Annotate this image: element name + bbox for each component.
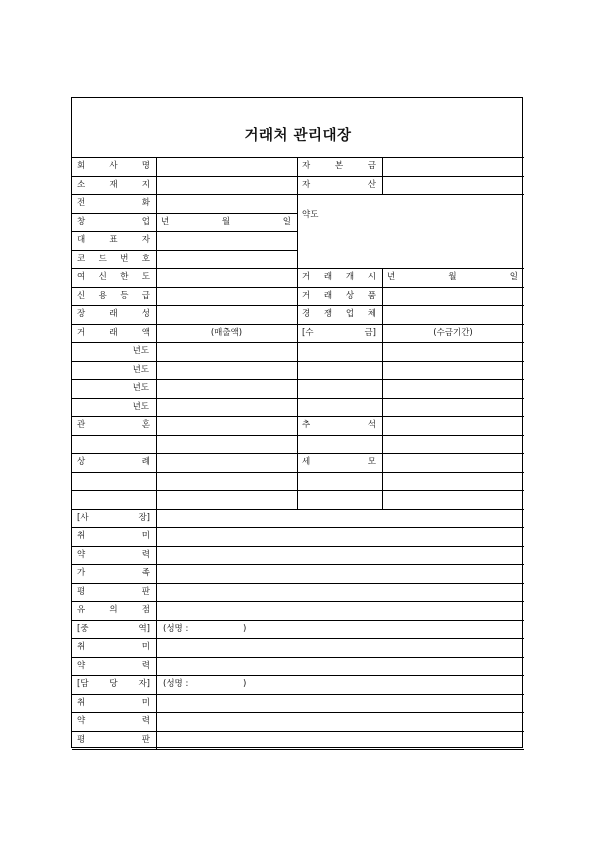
label-3: 창 업 <box>77 216 150 227</box>
year-collect-1[interactable] <box>382 361 524 379</box>
founded-date: 년 월 일 <box>161 216 291 227</box>
year-sales-0[interactable] <box>156 342 297 361</box>
column-divider <box>297 157 298 509</box>
gwan-label: 관 혼 <box>77 420 150 431</box>
row-divider <box>72 472 524 473</box>
field-2[interactable] <box>156 194 297 213</box>
label-6: 여 신 한 도 <box>77 272 150 283</box>
ceo-field-2[interactable] <box>156 564 524 583</box>
ceo-field-3[interactable] <box>156 583 524 601</box>
collection-period: (수금기간) <box>433 327 473 338</box>
exec-name-close: ) <box>243 623 247 634</box>
year-sales-1[interactable] <box>156 361 297 379</box>
ceo-field-4[interactable] <box>156 601 524 620</box>
ceo-row-2: 가 족 <box>77 568 150 579</box>
field-7[interactable] <box>156 287 297 305</box>
label-9: 거 래 액 <box>77 327 150 338</box>
field-0[interactable] <box>156 157 297 176</box>
label-0: 회 사 명 <box>77 161 150 172</box>
start-date: 년 월 일 <box>387 272 518 283</box>
exec-row-1: 약 력 <box>77 660 150 671</box>
staff-name-close: ) <box>243 679 247 690</box>
label-8: 장 래 성 <box>77 309 150 320</box>
column-divider <box>156 509 157 620</box>
field-1[interactable] <box>156 176 297 194</box>
field-4[interactable] <box>156 231 297 250</box>
year-label-1: 년도 <box>132 364 149 375</box>
right-label-9: [수 금] <box>302 327 376 338</box>
ceo-row-3: 평 판 <box>77 586 150 597</box>
year-collect-2[interactable] <box>382 379 524 398</box>
exec-field-0[interactable] <box>156 638 524 657</box>
year-collect-3[interactable] <box>382 398 524 416</box>
year-sales-2[interactable] <box>156 379 297 398</box>
right-label-8: 경 쟁 업 체 <box>302 309 376 320</box>
page-title: 거래처 관리대장 <box>244 128 352 144</box>
label-1: 소 재 지 <box>77 179 150 190</box>
assets-label: 자 산 <box>302 179 376 190</box>
year-label-2: 년도 <box>132 383 149 394</box>
exec-header: [중 역] <box>77 623 150 634</box>
year-label-0: 년도 <box>132 346 149 357</box>
staff-row-1: 약 력 <box>77 716 150 727</box>
right-label-6: 거 래 개 시 <box>302 272 376 283</box>
staff-header: [담 당 자] <box>77 679 150 690</box>
right-label-7: 거 래 상 품 <box>302 290 376 301</box>
year-label-3: 년도 <box>132 401 149 412</box>
right-field-8[interactable] <box>382 305 524 324</box>
label-5: 코 드 번 호 <box>77 253 150 264</box>
chu-label: 추 석 <box>302 420 376 431</box>
ledger-form <box>71 97 523 748</box>
staff-field-2[interactable] <box>156 731 524 749</box>
exec-field-1[interactable] <box>156 657 524 675</box>
ceo-row-1: 약 력 <box>77 549 150 560</box>
exec-row-0: 취 미 <box>77 642 150 653</box>
capital-field[interactable] <box>382 157 524 176</box>
field-8[interactable] <box>156 305 297 324</box>
se-label: 세 모 <box>302 457 376 468</box>
label-2: 전 화 <box>77 198 150 209</box>
year-collect-0[interactable] <box>382 342 524 361</box>
row-divider <box>72 435 524 436</box>
ceo-row-4: 유 의 점 <box>77 605 150 616</box>
ceo-field-0[interactable] <box>156 527 524 546</box>
staff-field-0[interactable] <box>156 694 524 712</box>
column-divider <box>156 675 157 749</box>
year-sales-3[interactable] <box>156 398 297 416</box>
row-divider <box>72 490 524 491</box>
right-field-7[interactable] <box>382 287 524 305</box>
row-divider <box>72 749 524 750</box>
staff-name-label: (성명 : <box>163 679 189 690</box>
field-6[interactable] <box>156 268 297 287</box>
column-divider <box>156 620 157 675</box>
sales-header: (매출액) <box>210 327 243 338</box>
field-5[interactable] <box>156 250 297 268</box>
sang-label: 상 례 <box>77 457 150 468</box>
exec-name-label: (성명 : <box>163 623 189 634</box>
staff-row-2: 평 판 <box>77 734 150 745</box>
assets-field[interactable] <box>382 176 524 194</box>
label-7: 신 용 등 급 <box>77 290 150 301</box>
column-divider <box>382 268 383 509</box>
ceo-field-1[interactable] <box>156 546 524 564</box>
sketch-area[interactable] <box>297 194 524 268</box>
ceo-header: [사 장] <box>77 512 150 523</box>
ceo-row-0: 취 미 <box>77 531 150 542</box>
staff-row-0: 취 미 <box>77 697 150 708</box>
staff-field-1[interactable] <box>156 712 524 731</box>
column-divider <box>382 157 383 194</box>
sketch-label: 약도 <box>302 209 319 220</box>
label-4: 대 표 자 <box>77 235 150 246</box>
column-divider <box>156 157 157 509</box>
capital-label: 자 본 금 <box>302 161 376 172</box>
